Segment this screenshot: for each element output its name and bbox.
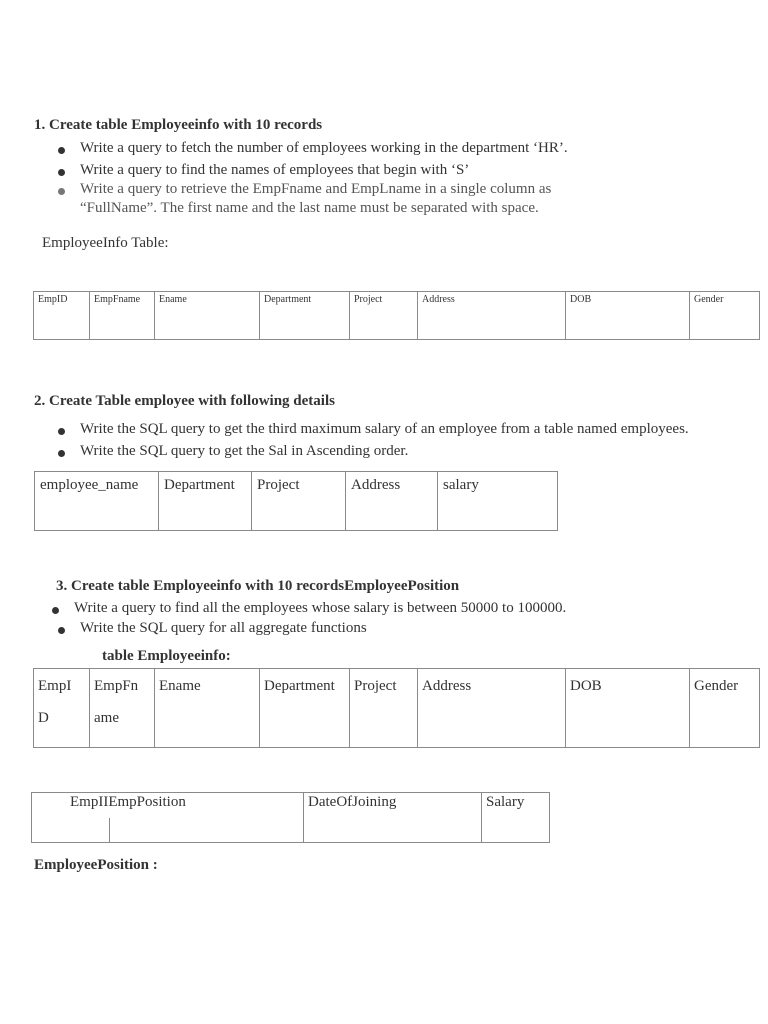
list-item-text: Write the SQL query for all aggregate functions [80, 620, 367, 636]
table-label: table Employeeinfo: [102, 648, 231, 664]
cell-divider [109, 818, 110, 842]
table-header-cell [350, 669, 418, 748]
section1-heading: 1. Create table Employeeinfo with 10 records [34, 117, 323, 133]
table-header-cell: EmpID [34, 292, 90, 340]
table-header-cell: Department [159, 472, 252, 531]
table-header-cell: DateOfJoining [308, 794, 397, 810]
table-header-cell: salary [438, 472, 558, 531]
cell-line: D [38, 710, 49, 726]
table-header-cell: Project [350, 292, 418, 340]
cell-divider [303, 793, 304, 842]
cell-divider [481, 793, 482, 842]
bullet-icon [58, 169, 65, 176]
table-header-cell [90, 669, 155, 748]
cell-line: Address [422, 678, 472, 694]
section3-heading: 3. Create table Employeeinfo with 10 recordsEmployeePosition [56, 578, 460, 594]
bullet-icon [52, 607, 59, 614]
employeeinfo-table-2 [33, 668, 760, 748]
employeeposition-table [31, 792, 550, 843]
list-item-continuation: “FullName”. The first name and the last name must be separated with space. [80, 200, 539, 216]
table-row [35, 472, 558, 531]
table-header-cell [690, 669, 760, 748]
cell-line: EmpFn [94, 678, 139, 694]
table-header-cell: EmpFname [90, 292, 155, 340]
table-header-cell [418, 669, 566, 748]
table-header-cell: Address [346, 472, 438, 531]
table-header-cell: Address [418, 292, 566, 340]
table-row [34, 292, 760, 340]
table-header-cell: employee_name [35, 472, 159, 531]
table-header-cell [260, 669, 350, 748]
employee-table [34, 471, 558, 531]
table-header-cell: Department [260, 292, 350, 340]
table-header-cell [566, 669, 690, 748]
table-header-cell [34, 669, 90, 748]
cell-line: Gender [694, 678, 739, 694]
list-item-text: Write the SQL query to get the third maximum salary of an employee from a table named employees. [80, 421, 689, 437]
cell-line: DOB [570, 678, 602, 694]
cell-line: Department [264, 678, 335, 694]
employeeinfo-table [33, 291, 760, 340]
table-header-cell: Salary [486, 794, 525, 810]
cell-line: Ename [159, 678, 201, 694]
table-row [34, 669, 760, 748]
list-item-text: Write a query to find the names of employees that begin with ‘S’ [80, 162, 470, 178]
bullet-icon [58, 627, 65, 634]
list-item-text: Write a query to retrieve the EmpFname and EmpLname in a single column as [80, 181, 552, 197]
employeeposition-label: EmployeePosition : [34, 857, 158, 873]
cell-line: Project [354, 678, 397, 694]
list-item-text: Write the SQL query to get the Sal in Ascending order. [80, 443, 409, 459]
cell-line: ame [94, 710, 119, 726]
table-header-cell: Ename [155, 292, 260, 340]
bullet-icon [58, 450, 65, 457]
cell-line: EmpI [38, 678, 72, 694]
table-header-cell: EmpIIEmpPosition [70, 794, 186, 810]
table-label: EmployeeInfo Table: [42, 235, 169, 251]
bullet-icon [58, 188, 65, 195]
table-header-cell: Project [252, 472, 346, 531]
table-header-cell: Gender [690, 292, 760, 340]
list-item-text: Write a query to fetch the number of employees working in the department ‘HR’. [80, 140, 568, 156]
bullet-icon [58, 428, 65, 435]
bullet-icon [58, 147, 65, 154]
list-item-text: Write a query to find all the employees whose salary is between 50000 to 100000. [74, 600, 567, 616]
table-header-cell [155, 669, 260, 748]
section2-heading: 2. Create Table employee with following details [34, 393, 335, 409]
table-header-cell: DOB [566, 292, 690, 340]
